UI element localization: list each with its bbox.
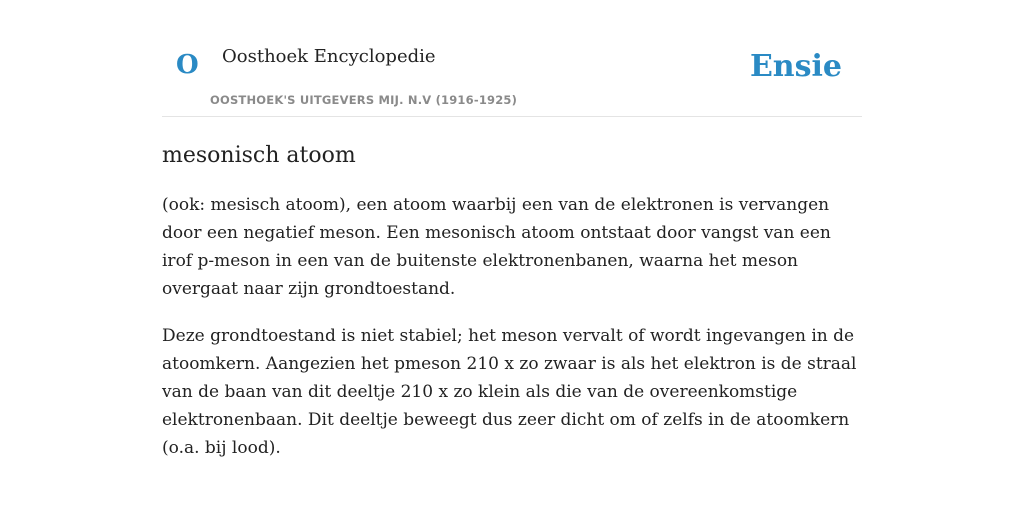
ensie-logo-link[interactable]: Ensie: [749, 49, 842, 84]
page-container: [162, 0, 862, 462]
entry-paragraph-2: Deze grondtoestand is niet stabiel; het meson vervalt of wordt ingevangen in de atoomkern. Aangezien het pmeson 210 x zo zwaar is als het elektron is de straal van de baan van dit deeltje 210 x zo klein als die van de overeenkomstige elektronenbaan. Dit deeltje beweegt dus zeer dicht om of zelfs in de atoomkern (o.a. bij lood).: [162, 326, 857, 459]
entry-paragraph-1: (ook: mesisch atoom), een atoom waarbij een van de elektronen is vervangen door een negatief meson. Een mesonisch atoom ontstaat door vangst van een irof p-meson in een van de buitenste elektronenbanen, waarna het meson overgaat naar zijn grondtoestand.: [162, 195, 831, 300]
source-logo[interactable]: O: [176, 50, 199, 80]
publisher-label: OOSTHOEK'S UITGEVERS MIJ. N.V (1916-1925): [210, 93, 518, 107]
source-title-link[interactable]: Oosthoek Encyclopedie: [222, 46, 436, 67]
entry-title: mesonisch atoom: [162, 143, 356, 168]
source-header: [162, 0, 862, 117]
